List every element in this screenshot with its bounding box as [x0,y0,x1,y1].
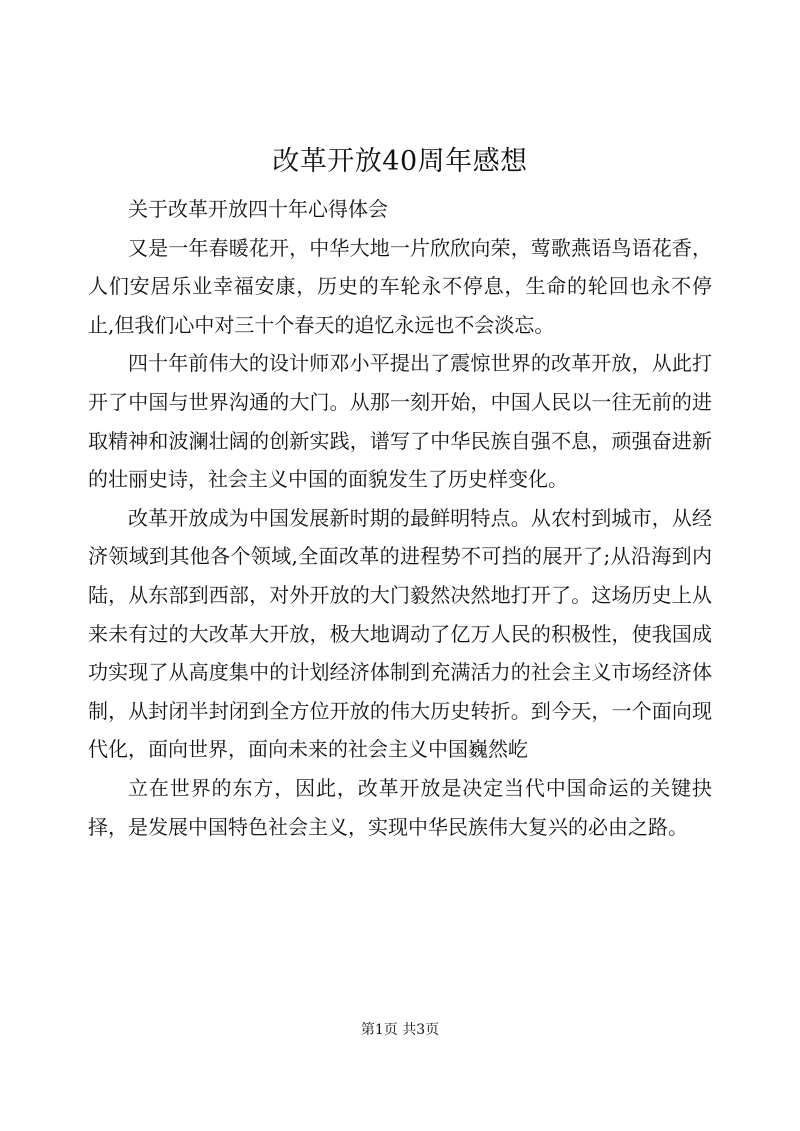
paragraph-subtitle: 关于改革开放四十年心得体会 [128,197,388,221]
paragraph-2: 四十年前伟大的设计师邓小平提出了震惊世界的改革开放，从此打开了中国与世界沟通的大门。从那一刻开始，中国人民以一往无前的进取精神和波澜壮阔的创新实践，谱写了中华民族自强不息，顽强奋进新的壮丽史诗，社会主义中国的面貌发生了历史样变化。 [88,351,712,492]
document-title: 改革开放40周年感想 [272,146,528,177]
paragraph-1: 又是一年春暖花开，中华大地一片欣欣向荣，莺歌燕语鸟语花香，人们安居乐业幸福安康，历史的车轮永不停息，生命的轮回也永不停止,但我们心中对三十个春天的追忆永远也不会淡忘。 [88,235,712,337]
document-body [88,190,712,846]
page-footer: 第1页 共3页 [360,1022,440,1038]
paragraph-4: 立在世界的东方，因此，改革开放是决定当代中国命运的关键抉择，是发展中国特色社会主义，实现中华民族伟大复兴的必由之路。 [88,775,712,839]
paragraph-3: 改革开放成为中国发展新时期的最鲜明特点。从农村到城市，从经济领域到其他各个领域,全面改革的进程势不可挡的展开了;从沿海到内陆，从东部到西部，对外开放的大门毅然决然地打开了。这场历史上从来未有过的大改革大开放，极大地调动了亿万人民的积极性，使我国成功实现了从高度集中的计划经济体制到充满活力的社会主义市场经济体制，从封闭半封闭到全方位开放的伟大历史转折。到今天，一个面向现代化，面向世界，面向未来的社会主义中国巍然屹 [88,505,712,762]
